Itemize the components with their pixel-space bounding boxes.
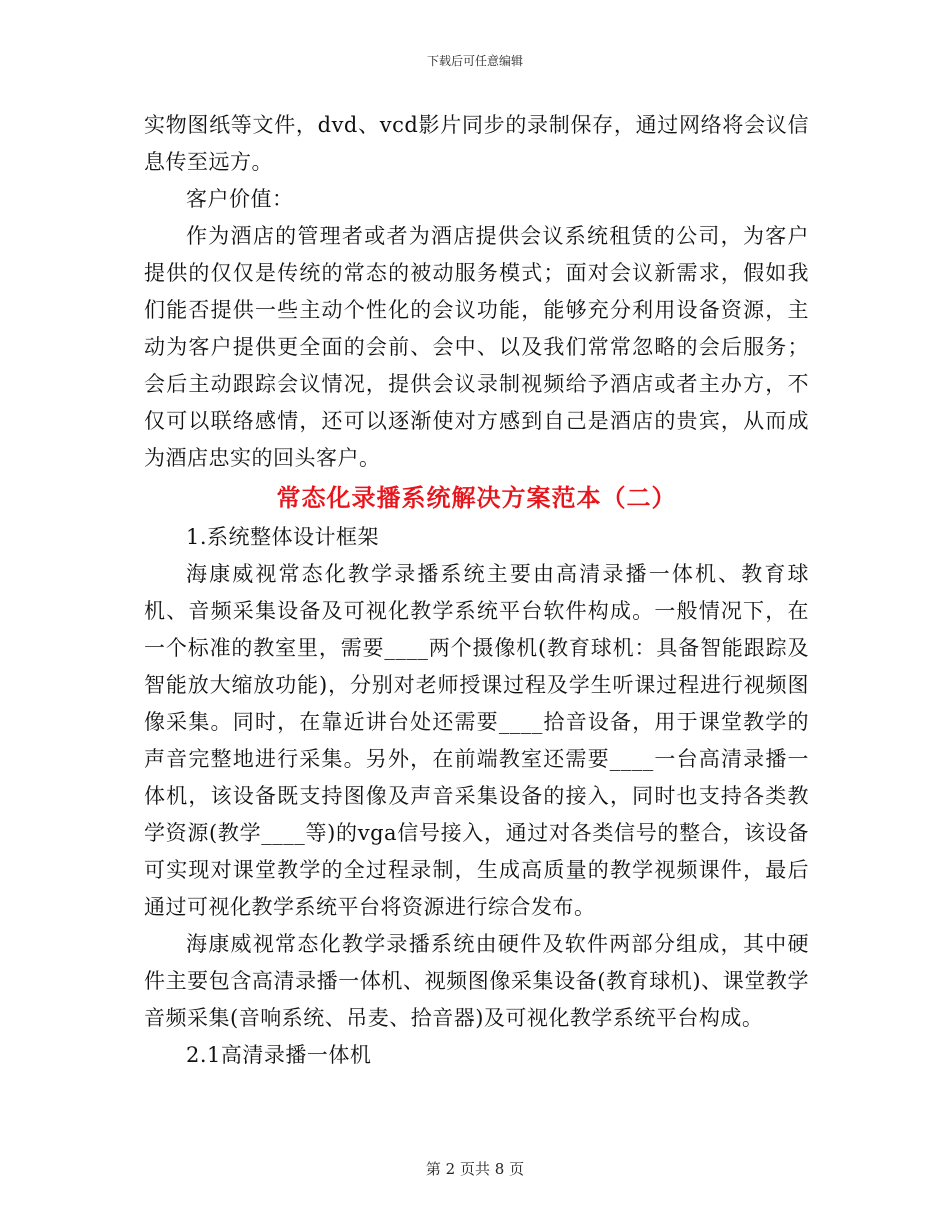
footer-total-pages: 8 [494,1160,505,1178]
page-header: 下载后可任意编辑 [426,54,523,68]
document-body [144,107,809,1074]
paragraph-system-overview: 海康威视常态化教学录播系统主要由高清录播一体机、教育球机、音频采集设备及可视化教学系统平台软件构成。一般情况下，在一个标准的教室里，需要____两个摄像机(教育球机：具备智能跟踪及智能放大缩放功能)，分别对老师授课过程及学生听课过程进行视频图像采集。同时，在靠近讲台处还需要____拾音设备，用于课堂教学的声音完整地进行采集。另外，在前端教室还需要____一台高清录播一体机，该设备既支持图像及声音采集设备的接入，同时也支持各类教学资源(教学____等)的vga信号接入，通过对各类信号的整合，该设备可实现对课堂教学的全过程录制，生成高质量的教学视频课件，最后通过可视化教学系统平台将资源进行综合发布。 [144,562,809,919]
footer-suffix: 页 [509,1160,525,1178]
paragraph-continuation: 实物图纸等文件，dvd、vcd影片同步的录制保存，通过网络将会议信息传至远方。 [144,113,809,174]
paragraph-customer-value: 作为酒店的管理者或者为酒店提供会议系统租赁的公司，为客户提供的仅仅是传统的常态的被动服务模式；面对会议新需求，假如我们能否提供一些主动个性化的会议功能，能够充分利用设备资源，主动为客户提供更全面的会前、会中、以及我们常常忽略的会后服务；会后主动跟踪会议情况，提供会议录制视频给予酒店或者主办方，不仅可以联络感情，还可以逐渐使对方感到自己是酒店的贵宾，从而成为酒店忠实的回头客户。 [144,224,809,470]
section-heading-recorder: 2.1高清录播一体机 [186,1043,372,1067]
section-heading-design-framework: 1.系统整体设计框架 [186,525,380,549]
footer-middle: 页共 [459,1160,490,1178]
page-footer [0,1159,950,1179]
footer-current-page: 2 [445,1160,456,1178]
paragraph-system-components: 海康威视常态化教学录播系统由硬件及软件两部分组成，其中硬件主要包含高清录播一体机、视频图像采集设备(教育球机)、课堂教学音频采集(音响系统、吊麦、拾音器)及可视化教学系统平台构成。 [144,932,809,1030]
paragraph-customer-value-label: 客户价值： [186,187,294,211]
footer-prefix: 第 [425,1160,441,1178]
document-title: 常态化录播系统解决方案范本（二） [276,483,677,512]
